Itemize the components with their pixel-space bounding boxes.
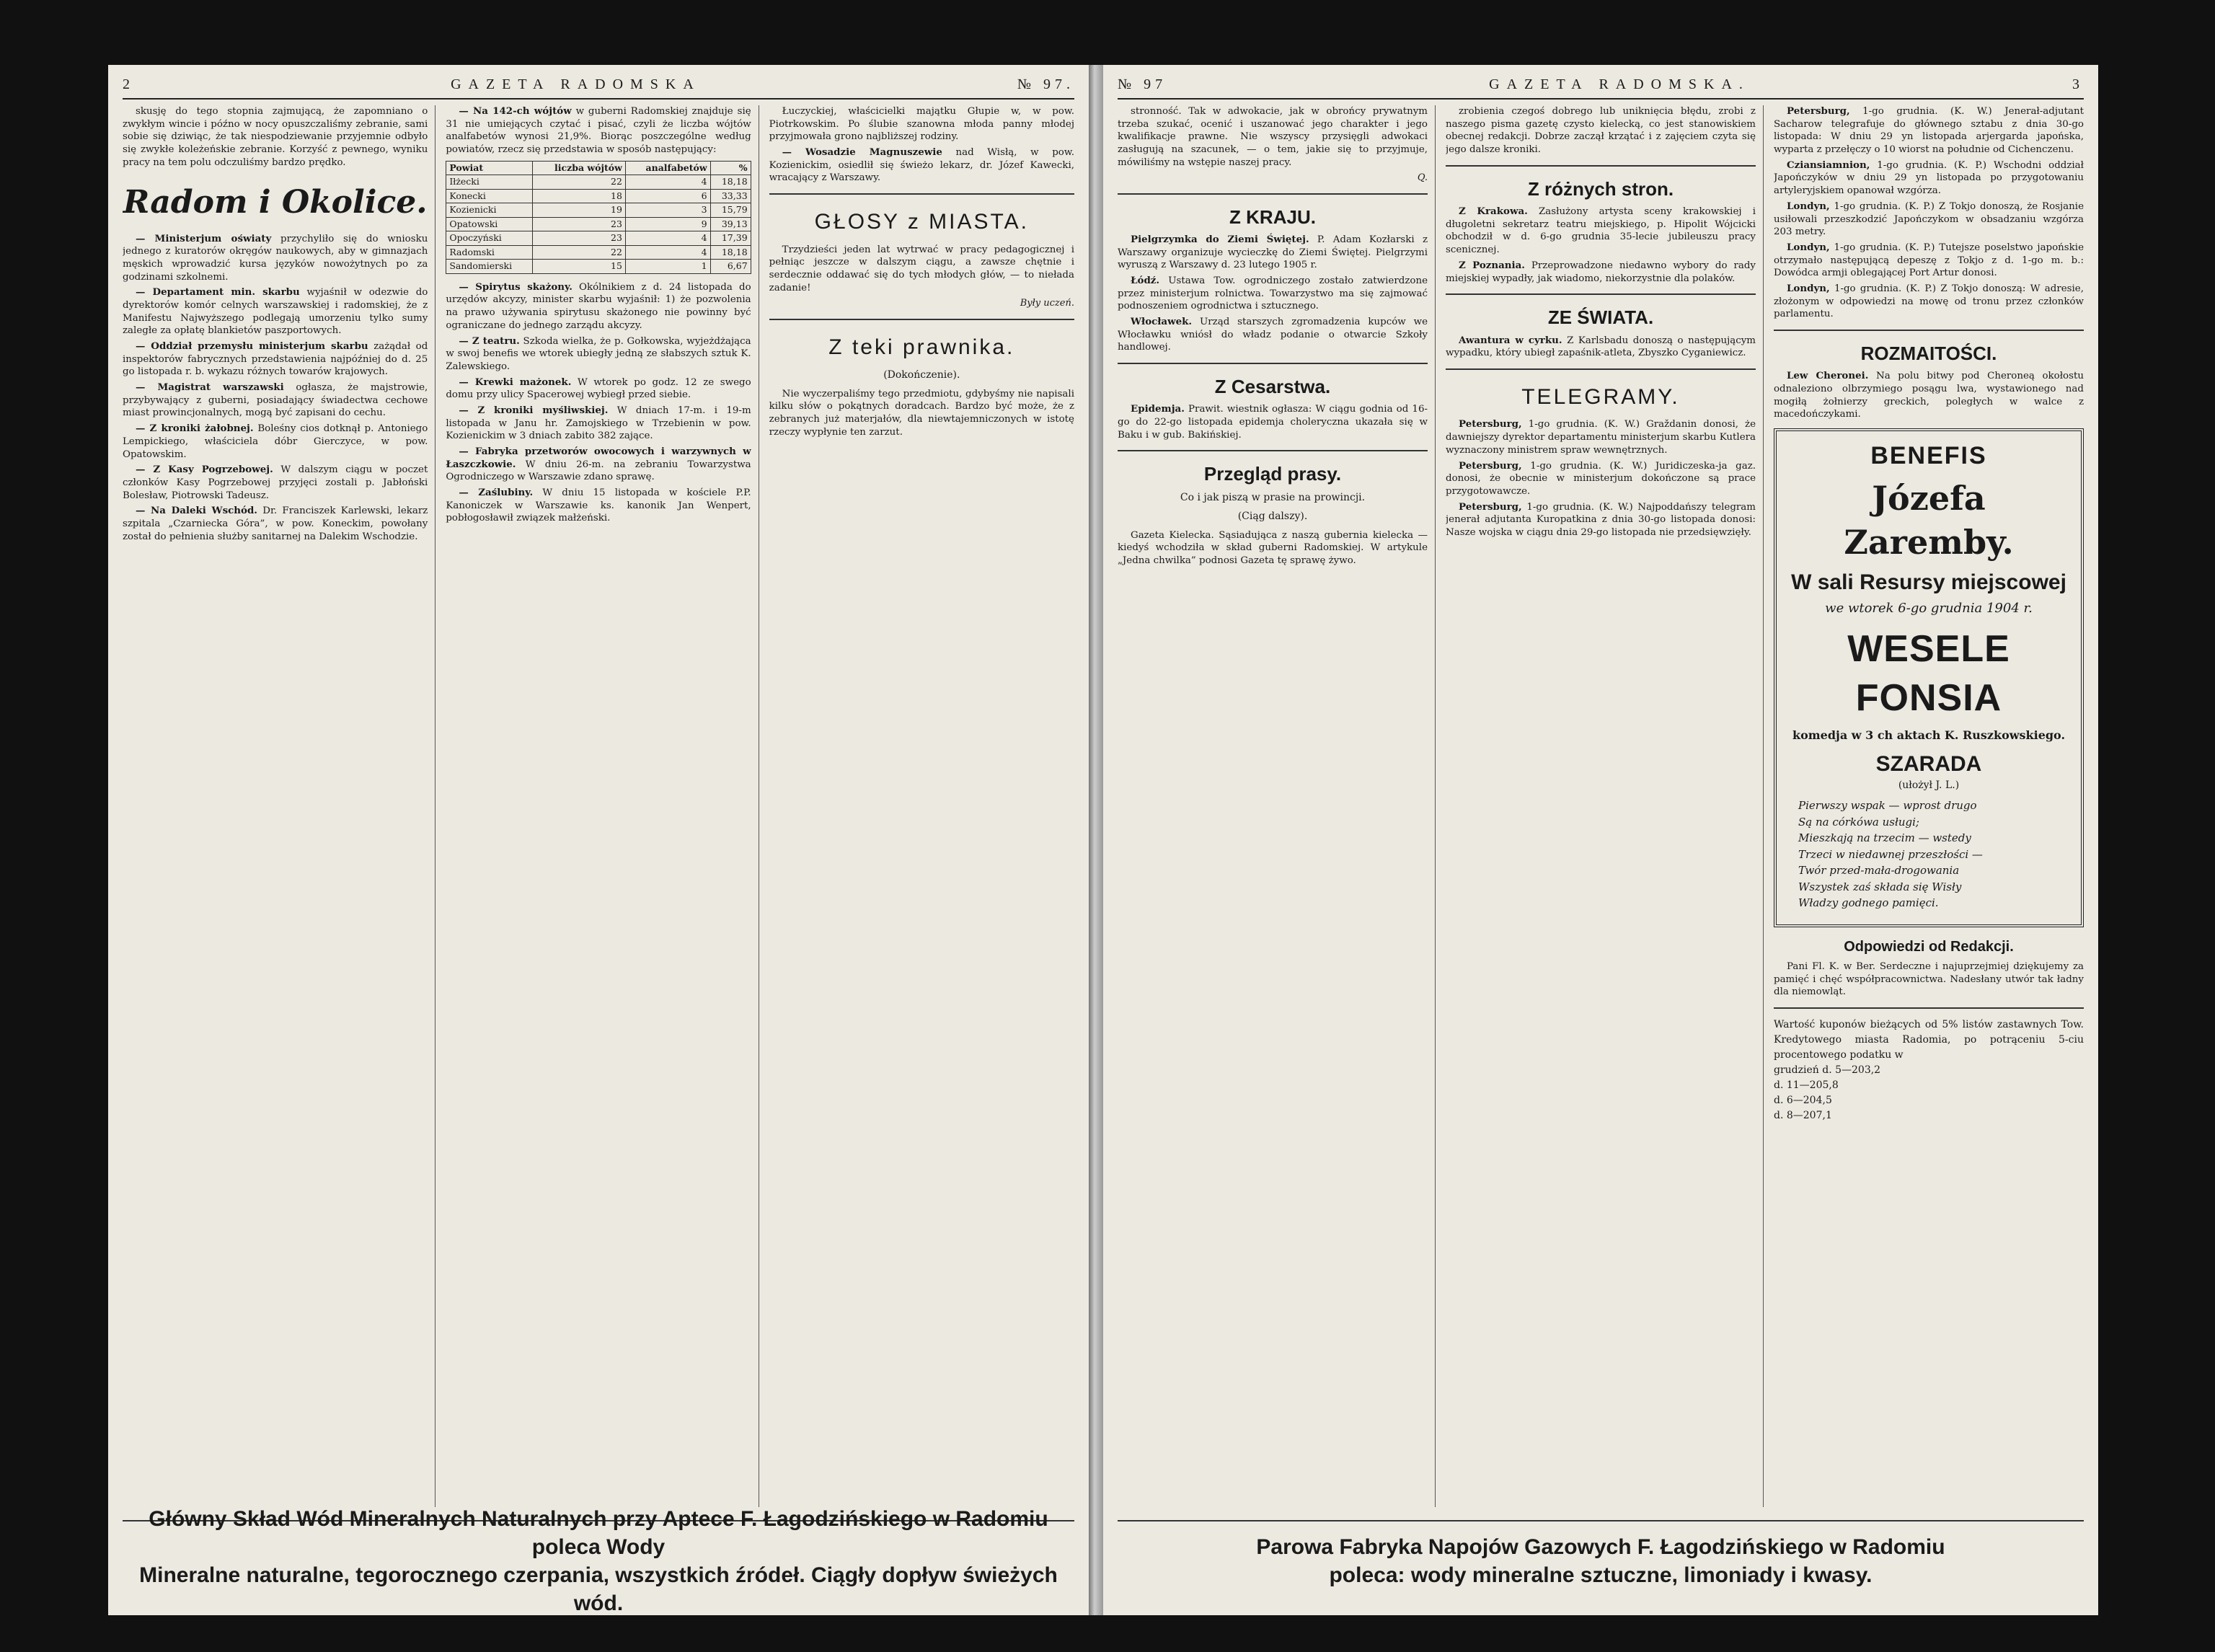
- news-item: [1446, 418, 1756, 456]
- news-item-text: Urząd starszych zgromadzenia kupców we Włocławku wniósł do władz podanie o otwarcie Szkoły handlowej.: [1118, 317, 1428, 353]
- news-item-text: 1-go grudnia. (K. W.) Juridiczeska-ja gaz. donosi, że obecnie w ministerjum dokończone są prace przygotowawcze.: [1446, 460, 1756, 497]
- table-header: liczba wójtów: [533, 161, 626, 175]
- right-page: [1103, 65, 2098, 1615]
- ad-venue: W sali Resursy miejscowej: [1791, 570, 2066, 595]
- news-item-head: — Krewki mażonek.: [459, 376, 572, 388]
- table-row: [446, 231, 751, 246]
- news-item-head: Z Krakowa.: [1459, 206, 1528, 218]
- page-number: 2: [123, 76, 134, 92]
- footer-ad-line: Parowa Fabryka Napojów Gazowych F. Łagodzińskiego w Radomiu: [1256, 1535, 1945, 1559]
- table-cell: Sandomierski: [446, 260, 533, 274]
- news-list: [123, 233, 428, 544]
- ad-play: WESELE FONSIA: [1847, 627, 2010, 720]
- news-item: [1774, 159, 2084, 198]
- news-item: [1446, 460, 1756, 498]
- news-item-text: Zasłużony artysta sceny krakowskiej i długoletni sekretarz teatru miejskiego, p. Hipolit Wójcicki obchodził w d. 6-go grudnia 35-lecie jubileuszu pracy scenicznej.: [1446, 206, 1756, 256]
- news-item: [446, 487, 751, 525]
- riddle-line: Mieszkają na trzecim — wstedy: [1798, 831, 1971, 845]
- news-item-head: — Z kroniki myśliwskiej.: [459, 404, 609, 416]
- news-item-text: W dalszym ciągu w poczet członków Kasy Pogrzebowej przyjęci zostali p. Jabłoński Bolesław, Piotrowski Tadeusz.: [123, 464, 428, 501]
- news-list: [1446, 335, 1756, 360]
- table-cell: 3: [625, 203, 710, 218]
- news-list: [446, 281, 751, 525]
- riddle-line: Trzeci w niedawnej przeszłości —: [1798, 847, 1983, 861]
- news-item-head: Łódź.: [1131, 274, 1160, 286]
- telegram-list: [1774, 105, 2084, 321]
- news-item-text: zażądał od inspektorów fabrycznych przedstawienia najpóźniej do d. 25 go listopada r. b. wykazu różnych towarów krajowych.: [123, 341, 428, 378]
- teki-subtitle: (Dokończenie).: [883, 369, 960, 381]
- news-item-head: Petersburg,: [1459, 418, 1522, 430]
- news-item-text: Szkoda wielka, że p. Gołkowska, wyjeżdżająca w swoj benefis we wtorek ubiegły jedną ze słabszych sztuk K. Zalewskiego.: [446, 335, 751, 372]
- news-item: [1118, 275, 1428, 313]
- news-item-text: W dniu 15 listopada w kościele P.P. Kanoniczek w Warszawie ks. kanonik Jan Wenpert, pobłogosławił związek małżeński.: [446, 487, 751, 524]
- left-columns: [123, 105, 1074, 1507]
- book-spine: [1089, 65, 1103, 1615]
- left-col-2: [446, 105, 759, 1507]
- news-item-head: — Ministerjum oświaty: [136, 232, 272, 244]
- news-item-head: Cziansiamnion,: [1787, 159, 1870, 171]
- news-item-text: przychyliło się do wniosku jednego z kuratorów okręgów naukowych, aby w gimnazjach męskich wprowadzić kursa języków nowożytnych po za godzinami szkolnemi.: [123, 233, 428, 283]
- news-item-head: Epidemja.: [1131, 403, 1185, 415]
- intro-paragraph: zrobienia czegoś dobrego lub uniknięcia błędu, zrobi z naszego pisma gazetę czysto kielecką, co jest stanowiskiem obecnej redakcji. Dobrze zaczął krzątać i z zajęciem czyta się jego dalsze kroniki.: [1446, 106, 1756, 156]
- table-cell: 22: [533, 245, 626, 260]
- riddle-line: Są na córkówa usługi;: [1798, 815, 1919, 829]
- news-item: [1774, 283, 2084, 321]
- table-header: analfabetów: [625, 161, 710, 175]
- wojt-table: [446, 161, 751, 274]
- szarada-author: (ułożył J. L.): [1898, 779, 1960, 791]
- issue-number: № 97: [1118, 76, 1167, 92]
- news-item: Lew Cheronei. Na polu bitwy pod Cheroneą okołostu odnaleziono olbrzymiego posągu lwa, wystawionego nad mogiłą żołnierzy greckich, poległych w walce z macedończykami.: [1774, 370, 2084, 420]
- table-cell: 18,18: [710, 175, 751, 190]
- table-row: [446, 245, 751, 260]
- table-cell: 23: [533, 231, 626, 246]
- news-item: [446, 446, 751, 484]
- news-item-text: Łuczyckiej, właścicielki majątku Głupie w, w pow. Piotrkowskim. Po ślubie szanowna młoda panny młodej przyjmowała grono najbliższej rodziny.: [769, 106, 1074, 143]
- footer-advertisement: [123, 1507, 1074, 1615]
- news-item: [123, 464, 428, 502]
- news-item-head: — Oddział przemysłu ministerjum skarbu: [136, 340, 368, 353]
- issue-number: № 97.: [1017, 76, 1074, 92]
- news-item-text: nad Wisłą, w pow. Kozienickim, osiedlił się świeżo lekarz, dr. Józef Kawecki, wracający z Warszawy.: [769, 147, 1074, 184]
- table-cell: 17,39: [710, 231, 751, 246]
- news-item-head: — Magistrat warszawski: [136, 381, 284, 394]
- news-item-head: Pielgrzymka do Ziemi Świętej.: [1131, 233, 1309, 245]
- left-page: [108, 65, 1089, 1615]
- rate-line: grudzień d. 5—203,2: [1774, 1064, 1881, 1077]
- news-list: [1118, 234, 1428, 354]
- news-item: [1446, 206, 1756, 257]
- odpowiedzi-text: Pani Fl. K. w Ber. Serdeczne i najuprzejmiej dziękujemy za pamięć i chęć współpracownictwa. Nadesłany utwór tak ładny dla niemowląt.: [1774, 961, 2084, 998]
- news-item-text: Z Karlsbadu donoszą o następującym wypadku, który ubiegł zapaśnik-atleta, Zbyszko Cyganiewicz.: [1446, 335, 1756, 359]
- news-item-head: — Spirytus skażony.: [459, 281, 572, 293]
- news-item: [1118, 403, 1428, 441]
- news-item-text: ogłasza, że majstrowie, przybywający z guberni, posiadający świadectwa cechowe miast prowincjonalnych, mogą być zapisani do cechu.: [123, 382, 428, 419]
- table-header: Powiat: [446, 161, 533, 175]
- prasy-continuation: (Ciąg dalszy).: [1237, 511, 1308, 523]
- news-item-text: 1-go grudnia. (K. W.) Graždanin donosi, że dawniejszy dyrektor departamentu ministerjum skarbu Kutlera wyznaczony ministrem spraw wewnętrznych.: [1446, 419, 1756, 456]
- left-col-1: [123, 105, 436, 1507]
- news-item: [446, 405, 751, 443]
- news-item: [123, 233, 428, 284]
- table-cell: 1: [625, 260, 710, 274]
- rate-line: d. 6—204,5: [1774, 1095, 1832, 1107]
- right-col-2: [1446, 105, 1764, 1507]
- table-cell: 4: [625, 175, 710, 190]
- news-item-head: — Fabryka przetworów owocowych i warzywnych w Łaszczkowie.: [446, 446, 751, 470]
- table-cell: 15,79: [710, 203, 751, 218]
- right-columns: [1118, 105, 2084, 1507]
- footer-ad-line: Główny Skład Wód Mineralnych Naturalnych przy Aptece F. Łagodzińskiego w Radomiu poleca Wody: [149, 1507, 1048, 1559]
- news-item: [1118, 234, 1428, 272]
- table-cell: 6: [625, 189, 710, 203]
- news-item: [1774, 105, 2084, 156]
- table-cell: 23: [533, 217, 626, 231]
- news-item-text: Okólnikiem z d. 24 listopada do urzędów akcyzy, minister skarbu wyjaśnił: 1) że pozwolenia na prawo używania spirytusu skażonego nie powinny być ograniczane do jednego zarządu akcyzy.: [446, 281, 751, 331]
- section-title-odpowiedzi: Odpowiedzi od Redakcji.: [1844, 938, 2014, 955]
- news-item-head: — Z Kasy Pogrzebowej.: [136, 464, 273, 476]
- news-item: [446, 376, 751, 402]
- section-title-kraju: Z KRAJU.: [1229, 206, 1316, 228]
- table-cell: 18: [533, 189, 626, 203]
- news-item: [769, 105, 1074, 143]
- footer-ad-line: poleca: wody mineralne sztuczne, limoniady i kwasy.: [1329, 1563, 1873, 1587]
- intro-paragraph: stronność. Tak w adwokacie, jak w obrońcy prywatnym trzeba szukać, ocenić i uszanować jego charakter i jego kwalifikacje prawne. Nie wszyscy przysięgli adwokaci zasługują na szacunek, — o tem, jakie się to przyjmuje, mówiliśmy na wstępie naszej pracy.: [1118, 106, 1428, 168]
- table-row: [446, 217, 751, 231]
- news-item-head: Londyn,: [1787, 200, 1830, 212]
- news-item-text: Prawit. wiestnik ogłasza: W ciągu godnia od 16-go do 22-go listopada epidemja choleryczna ukazała się w Baku i w gub. Bakińskiej.: [1118, 404, 1428, 441]
- news-item: [446, 281, 751, 332]
- article-author: Q.: [1417, 172, 1428, 184]
- news-item: — Na 142-ch wójtów w guberni Radomskiej znajduje się 31 nie umiejących czytać i pisać, czyli że liczba wójtów analfabetów wynosi 21,9%. Biorąc poszczególne według powiatów, rzecz się przedstawia w sposób następujący:: [446, 105, 751, 156]
- szarada-riddle: [1798, 798, 2059, 911]
- newspaper-title: GAZETA RADOMSKA.: [1489, 76, 1750, 92]
- section-title-telegramy: TELEGRAMY.: [1521, 384, 1680, 409]
- news-item-head: — Departament min. skarbu: [136, 286, 300, 299]
- table-cell: Radomski: [446, 245, 533, 260]
- news-item-text: P. Adam Kozłarski z Warszawy organizuje wycieczkę do Ziemi Świętej. Pielgrzymi wyruszą z Warszawy d. 23 lutego 1905 r.: [1118, 234, 1428, 271]
- news-item-head: Londyn,: [1787, 241, 1830, 253]
- news-item-head: Włocławek.: [1131, 316, 1193, 328]
- news-item-head: — Na Daleki Wschód.: [136, 505, 257, 517]
- benefit-ad: [1774, 428, 2084, 927]
- rates-title: Wartość kuponów bieżących od 5% listów zastawnych Tow. Kredytowego miasta Radomia, po potrąceniu 5-ciu procentowego podatku w: [1774, 1019, 2084, 1061]
- news-item-head: Londyn,: [1787, 282, 1830, 294]
- table-cell: 18,18: [710, 245, 751, 260]
- ad-benefis: BENEFIS: [1870, 442, 1987, 470]
- table-header: %: [710, 161, 751, 175]
- teki-text: Nie wyczerpaliśmy tego przedmiotu, gdybyśmy nie napisali kilku słów o pokątnych doradcach. Bardzo być może, że z zebranych już materjałów, dla niewtajemniczonych w istotę rzeczy wypłynie ten zarzut.: [769, 388, 1074, 438]
- table-cell: Iłżecki: [446, 175, 533, 190]
- section-title-radom: Radom i Okolice.: [123, 184, 428, 221]
- section-title-swiata: ZE ŚWIATA.: [1547, 306, 1654, 329]
- news-item: [123, 286, 428, 337]
- news-item-text: 1-go grudnia. (K. P.) Z Tokjo donoszą: W adresie, złożonym w odpowiedzi na mowę od tronu przez członków parlamentu.: [1774, 283, 2084, 320]
- section-title-glosy: GŁOSY z MIASTA.: [814, 210, 1029, 234]
- right-col-3: [1774, 105, 2084, 1507]
- table-cell: Kozienicki: [446, 203, 533, 218]
- newspaper-title: GAZETA RADOMSKA: [451, 76, 701, 92]
- table-cell: 6,67: [710, 260, 751, 274]
- running-head-right: [1118, 74, 2084, 100]
- news-item: [1774, 242, 2084, 280]
- news-item: [1446, 260, 1756, 285]
- news-item-text: 1-go grudnia. (K. P.) Wschodni oddział Japończyków w dniu 29 yn listopada po przygotowaniu artyleryjskiem opanował wzgórza.: [1774, 159, 2084, 197]
- news-item-text: 1-go grudnia. (K. W.) Jenerał-adjutant Sacharow telegrafuje do głównego sztabu z dnia 30-go listopada: W dniu 29 yn listopada arjergarda japońska, wyparta z przełęczy o 10 wiorst na południe od Cichenczenu.: [1774, 106, 2084, 156]
- table-cell: 4: [625, 245, 710, 260]
- news-item-text: Dr. Franciszek Karlewski, lekarz szpitala „Czarniecka Góra”, w pow. Koneckim, powołany został do pełnienia służby sanitarnej na Dalekim Wschodzie.: [123, 505, 428, 542]
- right-col-1: [1118, 105, 1436, 1507]
- left-col-3: [769, 105, 1074, 1507]
- section-title-cesarstwa: Z Cesarstwa.: [1214, 376, 1331, 398]
- table-cell: 19: [533, 203, 626, 218]
- news-list: [1446, 206, 1756, 285]
- prasy-text: Gazeta Kielecka. Sąsiadująca z naszą gubernia kielecka — kiedyś wchodziła w skład guberni Radomskiej. W artykule „Jedna chwilka” podnosi Gazeta tę sprawę żywo.: [1118, 529, 1428, 567]
- section-title-rozmaitosci: ROZMAITOŚCI.: [1860, 343, 1997, 364]
- table-row: [446, 175, 751, 190]
- news-item: [1774, 200, 2084, 239]
- glosy-author: Były uczeń.: [1020, 298, 1074, 309]
- news-item: [123, 423, 428, 461]
- coupon-rates: [1774, 1017, 2084, 1123]
- table-row: [446, 203, 751, 218]
- table-cell: 4: [625, 231, 710, 246]
- news-item-text: W dniach 17-m. i 19-m listopada w Janu hr. Zamojskiego w Trzebienin w pow. Kozienickim w 3 dniach zabito 382 zające.: [446, 405, 751, 442]
- news-item-head: Petersburg,: [1459, 500, 1522, 513]
- news-item-text: W dniu 26-m. na zebraniu Towarzystwa Ogrodniczego w Warszawie zdano sprawę.: [446, 459, 751, 483]
- news-item-head: — Zaślubiny.: [459, 487, 534, 499]
- footer-advertisement: [1118, 1520, 2084, 1601]
- riddle-line: Władzy godnego pamięci.: [1798, 896, 1939, 910]
- news-item-text: 1-go grudnia. (K. P.) Tutejsze poselstwo japońskie otrzymało następującą depeszę z Tokjo z d. 1-go m. b.: Dowódca armji oblegającej Port Artur donosi.: [1774, 242, 2084, 279]
- table-cell: 9: [625, 217, 710, 231]
- news-item-text: 1-go grudnia. (K. W.) Najpoddańszy telegram jenerał adjutanta Kuropatkina z dnia 30-go listopada donosi: Nasze wojska w ciągu dnia 29-go listopada nie przedsięwzięły.: [1446, 501, 1756, 538]
- prasy-subtitle: Co i jak piszą w prasie na prowincji.: [1180, 491, 1366, 503]
- news-item: [446, 335, 751, 374]
- telegram-list: [1446, 418, 1756, 539]
- news-list: [769, 105, 1074, 185]
- table-cell: 33,33: [710, 189, 751, 203]
- news-item: [1446, 501, 1756, 539]
- table-cell: 22: [533, 175, 626, 190]
- table-cell: 39,13: [710, 217, 751, 231]
- table-cell: Konecki: [446, 189, 533, 203]
- riddle-line: Pierwszy wspak — wprost drugo: [1798, 799, 1977, 813]
- table-row: [446, 260, 751, 274]
- news-item-head: Z Poznania.: [1459, 259, 1525, 271]
- table-row: [446, 189, 751, 203]
- news-item-text: Boleśny cios dotknął p. Antoniego Lempickiego, właściciela dóbr Gierczyce, w pow. Opatowskim.: [123, 423, 428, 460]
- news-item-text: wyjaśnił w odezwie do dyrektorów komór celnych warszawskiej i radomskiej, że z Manifestu Najwyższego podlegają umorzeniu tylko sumy zaległe za opłatę blankietów paszportowych.: [123, 287, 428, 337]
- riddle-line: Twór przed-mała-drogowania: [1798, 864, 1960, 878]
- ad-date: we wtorek 6-go grudnia 1904 r.: [1825, 600, 2033, 616]
- news-item-text: Ustawa Tow. ogrodniczego zostało zatwierdzone przez ministerjum rolnictwa. Towarzystwo ma się zajmować podnoszeniem ogrodnictwa i sztucznego.: [1118, 275, 1428, 312]
- glosy-text: Trzydzieści jeden lat wytrwać w pracy pedagogicznej i pełniąc jeszcze w dalszym ciągu, a zawsze chętnie i serdecznie oddawać się do tych młodych głów, — to niełada zadanie!: [769, 244, 1074, 293]
- section-title-prasy: Przegląd prasy.: [1203, 463, 1342, 485]
- news-item: [123, 505, 428, 543]
- table-cell: Opatowski: [446, 217, 533, 231]
- news-item: [123, 381, 428, 420]
- ad-name: Józefa Zaremby.: [1844, 478, 2014, 562]
- section-title-roznych: Z różnych stron.: [1527, 177, 1674, 200]
- news-list: [1118, 403, 1428, 441]
- news-item: [123, 340, 428, 379]
- news-item-head: Petersburg,: [1459, 459, 1522, 472]
- news-item-head: — Z kroniki żałobnej.: [136, 423, 254, 435]
- news-item-text: Przeprowadzone niedawno wybory do rady miejskiej wypadły, jak wiadomo, niekorzystnie dla polaków.: [1446, 260, 1756, 284]
- news-item: [1446, 335, 1756, 360]
- intro-paragraph: skusję do tego stopnia zajmującą, że zapomniano o zwykłym wincie i późno w nocy opuszczaliśmy zebranie, sami sobie się dziwiąc, że tak niespodziewanie przyjemnie odbyło się zwykłe koleżeńskie zebranie. Korzyść z pewnego, wyniku pracy na tem polu odczuliśmy bardzo prędko.: [123, 106, 428, 168]
- section-title-teki: Z teki prawnika.: [828, 335, 1015, 359]
- news-item-text: W wtorek po godz. 12 ze swego domu przy ulicy Spacerowej wybiegł przed siebie.: [446, 376, 751, 401]
- riddle-line: Wszystek zaś składa się Wisły: [1798, 880, 1962, 893]
- ad-szarada: SZARADA: [1875, 752, 1982, 777]
- news-item-head: — Z teatru.: [459, 335, 520, 347]
- news-item: [1118, 316, 1428, 354]
- running-head-left: [123, 74, 1074, 100]
- rate-line: d. 11—205,8: [1774, 1079, 1839, 1092]
- rate-line: d. 8—207,1: [1774, 1110, 1832, 1122]
- news-item-head: Awantura w cyrku.: [1459, 334, 1562, 346]
- news-item-head: Petersburg,: [1787, 105, 1850, 117]
- news-item: [769, 146, 1074, 185]
- news-item-text: 1-go grudnia. (K. P.) Z Tokjo donoszą, że Rosjanie usiłowali przeszkodzić Japończykom w obsadzaniu wzgórza 203 metry.: [1774, 200, 2084, 238]
- table-cell: 15: [533, 260, 626, 274]
- table-cell: Opoczyński: [446, 231, 533, 246]
- ad-author: komedja w 3 ch aktach K. Ruszkowskiego.: [1792, 728, 2066, 742]
- page-number: 3: [2072, 76, 2084, 92]
- footer-ad-line: Mineralne naturalne, tegorocznego czerpania, wszystkich źródeł. Ciągły dopływ świeżych wód.: [139, 1563, 1058, 1615]
- news-item-head: — Wosadzie Magnuszewie: [782, 146, 942, 159]
